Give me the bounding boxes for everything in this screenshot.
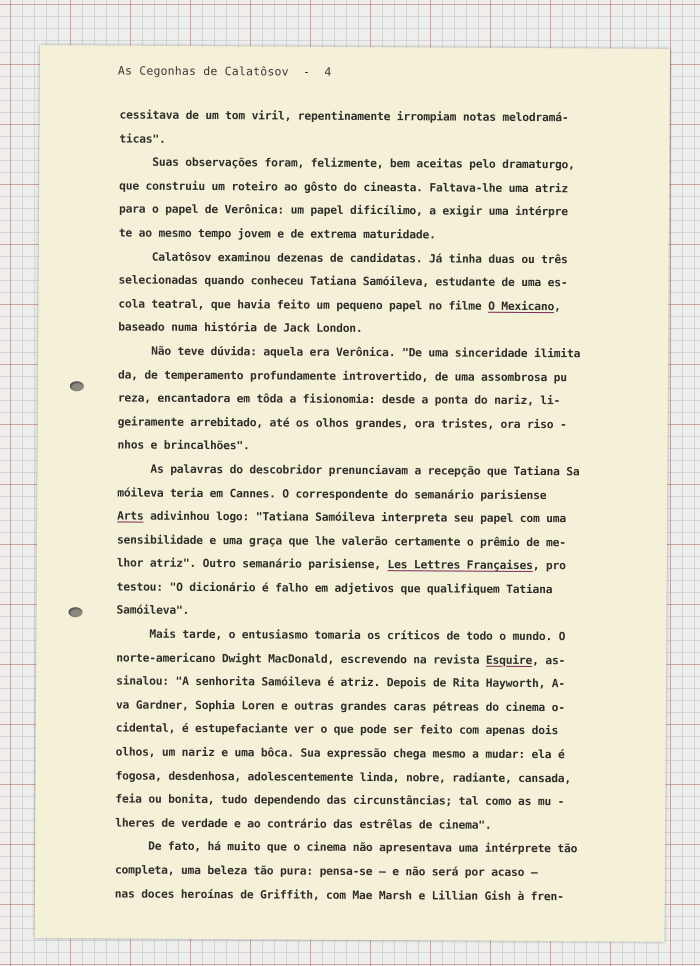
text-line: geiramente arrebitado, até os olhos grandes, ora tristes, ora riso - xyxy=(117,415,567,431)
text-line: De fato, há muito que o cinema não apresentava uma intérprete tão xyxy=(115,839,578,856)
text-line: nhos e brincalhões". xyxy=(117,438,250,453)
text-line: cola teatral, que havia feito um pequeno papel no filme O Mexicano, xyxy=(118,297,561,313)
text-line: da, de temperamento profundamente introvertido, de uma assombrosa pu xyxy=(117,368,567,384)
text-line: nas doces heroínas de Griffith, com Mae Marsh e Lillian Gish à fren- xyxy=(114,887,564,903)
text-line: móileva teria em Cannes. O correspondente do semanário parisiense xyxy=(117,485,547,502)
underlined-title: Les Lettres Françaises xyxy=(387,558,533,573)
text-line: para o papel de Verônica: um papel dificílimo, a exigir uma intérpre xyxy=(118,202,568,219)
body-text xyxy=(115,103,640,908)
text-line: Não teve dúvida: aquela era Verônica. "De uma sinceridade ilimita xyxy=(118,344,581,361)
text-line: sinalou: "A senhorita Samóileva é atriz. Depois de Rita Hayworth, A- xyxy=(116,674,566,691)
page-header: As Cegonhas de Calatôsov - 4 xyxy=(117,63,332,79)
underlined-title: Esquire xyxy=(485,653,533,667)
text-line: sensibilidade e uma graça que lhe valerão certamente o prêmio de me- xyxy=(116,533,566,549)
text-line: olhos, um nariz e uma bôca. Sua expressão chega mesmo a mudar: ela é xyxy=(115,745,565,762)
text-line: va Gardner, Sophia Loren e outras grandes caras pétreas do cinema o- xyxy=(115,698,565,715)
underlined-title: O Mexicano xyxy=(488,299,555,313)
text-line: selecionadas quando conheceu Tatiana Samóileva, estudante de uma es- xyxy=(118,273,568,290)
text-line: reza, encantadora em tôda a fisionomia: desde a ponta do nariz, li- xyxy=(117,391,561,408)
text-line: testou: "O dicionário é falho em adjetivos que qualifiquem Tatiana xyxy=(116,580,553,597)
text-line: lheres de verdade e ao contrário das estrêlas de cinema". xyxy=(115,816,492,832)
text-line: Samóileva". xyxy=(116,603,190,618)
text-line: baseado numa história de Jack London. xyxy=(118,320,363,336)
text-line: cessitava de um tom viril, repentinamente irrompiam notas melodramá- xyxy=(119,108,569,125)
text-line: Mais tarde, o entusiasmo tomaria os críticos de todo o mundo. O xyxy=(116,627,566,644)
text-line: Arts adivinhou logo: "Tatiana Samóileva interpreta seu papel com uma xyxy=(117,509,567,526)
punch-hole xyxy=(69,607,83,617)
text-line: Calatôsov examinou dezenas de candidatas. Já tinha duas ou três xyxy=(118,250,568,266)
text-line: fogosa, desdenhosa, adolescentemente linda, nobre, radiante, cansada, xyxy=(115,769,572,785)
text-line: Suas observações foram, felizmente, bem aceitas pelo dramaturgo, xyxy=(119,155,575,172)
text-line: As palavras do descobridor prenunciavam a recepção que Tatiana Sa xyxy=(117,462,580,479)
text-line: ticas". xyxy=(119,132,166,146)
punch-hole xyxy=(70,381,84,391)
text-line: te ao mesmo tempo jovem e de extrema maturidade. xyxy=(118,226,436,242)
text-line: feia ou bonita, tudo dependendo das circunstâncias; tal como as mu - xyxy=(115,792,565,809)
text-line: completa, uma beleza tão pura: pensa-se — e não será por acaso — xyxy=(114,863,538,880)
text-line: cidental, é estupefaciante ver o que pode ser feito com apenas dois xyxy=(115,721,559,738)
text-line: que construiu um roteiro ao gôsto do cineasta. Faltava-lhe uma atriz xyxy=(119,179,569,196)
typewritten-page xyxy=(35,45,670,942)
text-line: norte-americano Dwight MacDonald, escrevendo na revista Esquire, as- xyxy=(116,651,566,667)
underlined-title: Arts xyxy=(117,509,144,523)
text-line: lhor atriz". Outro semanário parisiense, Les Lettres Françaises, pro xyxy=(116,556,566,573)
